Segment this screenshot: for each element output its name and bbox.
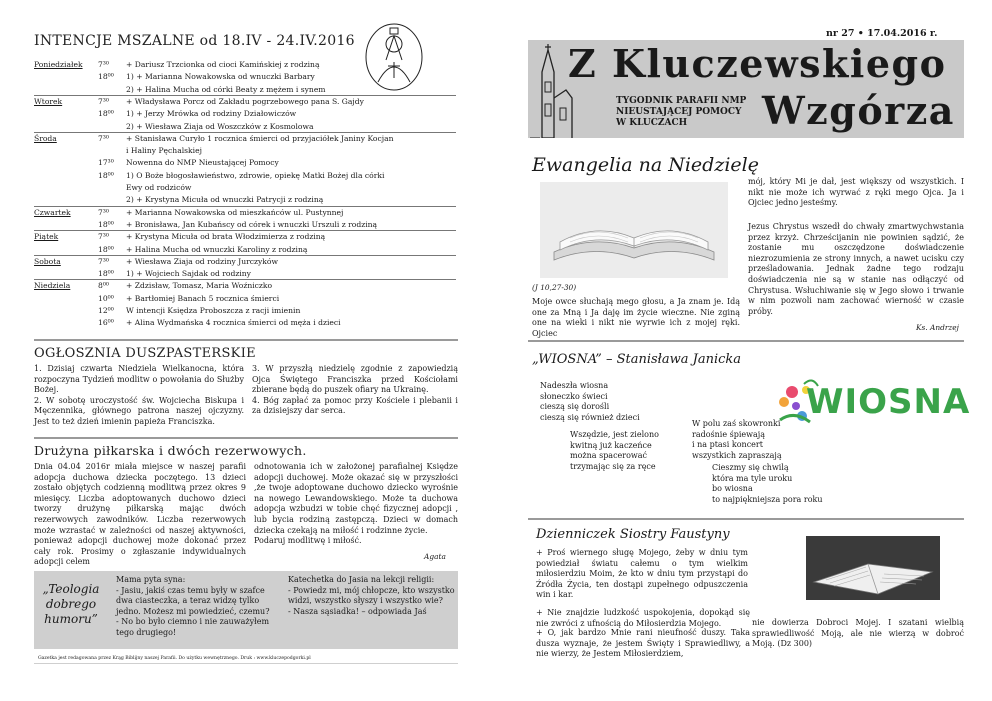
gospel-left-text: Moje owce słuchają mego głosu, a Ja znam je. Idą one za Mną i Ja daję im życie wieczne. Nie zginą one na wieki i nikt nie wyrwie ich z mojej ręki. Ojciec	[532, 297, 740, 338]
intention-time: 10⁰⁰	[98, 293, 114, 303]
poem-stanza2	[570, 430, 659, 472]
poem-stanza1	[540, 381, 640, 423]
poem-line: słoneczko świeci	[540, 391, 608, 401]
intention-time: 7³⁰	[98, 207, 109, 217]
intention-row	[34, 207, 454, 218]
intention-text: + Dariusz Trzcionka od cioci Kamińskiej z rodziną	[126, 60, 320, 69]
poem-stanza3	[692, 419, 782, 461]
intention-time: 7³⁰	[98, 133, 109, 143]
intention-day: Niedziela	[34, 281, 71, 291]
intention-time: 16⁰⁰	[98, 318, 114, 328]
bible-image	[540, 182, 728, 278]
masthead-line2: Wzgórza	[762, 88, 955, 133]
intention-day: Poniedziałek	[34, 60, 83, 69]
intention-row	[34, 157, 454, 168]
intention-text: 1) + Jerzy Mrówka od rodziny Działowiczów	[126, 109, 297, 119]
intention-row	[34, 71, 454, 82]
day-separator	[34, 255, 456, 256]
footer-rule	[34, 663, 458, 664]
humor-col1: Mama pyta syna: - Jasiu, jakiś czas temu były w szafce dwa ciasteczka, a teraz widzę tylko jedno. Możesz mi powiedzieć, czemu? - No bo było ciemno i nie zauważyłem tego drugiego!	[116, 575, 270, 637]
intention-text: 2) + Wiesława Ziaja od Woszczków z Kosmolowa	[126, 121, 314, 131]
diary-text1: + Proś wiernego sługę Mojego, żeby w dniu tym powiedział światu całemu o tym wielkim miłosierdziu Moim, że kto w dniu tym przystąpi do Źródła Życia, ten dostąpi zupełnego odpuszczenia win i kar.	[536, 548, 748, 600]
intention-time: 18⁰⁰	[98, 109, 114, 119]
poem-line: to najpiękniejsza pora roku	[712, 494, 823, 504]
intention-day: Wtorek	[34, 96, 63, 106]
diary-text2: + Nie znajdzie ludzkość uspokojenia, dopokąd się nie zwróci z ufnością do Miłosierdzia Mojego.	[536, 608, 750, 628]
intention-text: + Zdzisław, Tomasz, Maria Woźniczko	[126, 281, 273, 291]
intention-time: 18⁰⁰	[98, 72, 114, 82]
intention-text: 1) O Boże błogosławieństwo, zdrowie, opiekę Matki Bożej dla córki	[126, 170, 385, 180]
intention-row	[34, 96, 454, 107]
intention-row	[34, 305, 454, 316]
intentions-title: INTENCJE MSZALNE od 18.IV - 24.IV.2016	[34, 33, 355, 49]
day-separator	[34, 206, 456, 207]
intention-row	[34, 256, 454, 267]
announcements-title: OGŁOSZNIA DUSZPASTERSKIE	[34, 346, 256, 361]
intention-row	[34, 84, 454, 95]
poem-line: Cieszmy się chwilą	[712, 463, 789, 472]
issue-number: nr 27 • 17.04.2016 r.	[826, 28, 938, 39]
team-signature: Agata	[424, 552, 446, 561]
day-separator	[34, 132, 456, 133]
wiosna-logo-text: WIOSNA	[806, 382, 971, 422]
intention-text: + Halina Mucha od wnuczki Karoliny z rodziną	[126, 244, 308, 254]
poem-line: cieszą się dorośli	[540, 402, 610, 412]
poem-line: bo wiosna	[712, 484, 753, 494]
day-separator	[34, 279, 456, 280]
poem-line: i na ptasi koncert	[692, 440, 763, 450]
divider	[528, 518, 964, 520]
gospel-signature: Ks. Andrzej	[916, 323, 959, 332]
diary-image	[806, 536, 940, 600]
poem-line: która ma tyle uroku	[712, 473, 793, 483]
intention-text: i Haliny Pęchalskiej	[126, 146, 202, 156]
intention-time: 17³⁰	[98, 158, 114, 168]
masthead-sub2: NIEUSTAJĄCEJ POMOCY	[616, 107, 742, 117]
intention-row	[34, 170, 454, 181]
poem-line: radośnie śpiewają	[692, 429, 766, 439]
intention-row	[34, 317, 454, 328]
poem-line: trzymając się za ręce	[570, 461, 656, 471]
poem-line: Wszędzie, jest zielono	[570, 430, 659, 439]
intention-day: Środa	[34, 133, 57, 143]
masthead-line1: Z Kluczewskiego	[568, 41, 947, 86]
intention-row	[34, 121, 454, 132]
poem-line: można spacerować	[570, 451, 648, 461]
masthead-sub	[616, 96, 746, 129]
poem-title: „WIOSNA” – Stanisława Janicka	[532, 352, 742, 367]
intention-text: + Krystyna Micuła od brata Włodzimierza z rodziną	[126, 232, 326, 242]
intention-text: + Bartłomiej Banach 5 rocznica śmierci	[126, 293, 280, 303]
divider	[528, 340, 964, 342]
humor-label: „Teologia dobrego humoru”	[42, 582, 100, 626]
intention-day: Czwartek	[34, 207, 71, 217]
day-separator	[34, 95, 456, 96]
intention-row	[34, 244, 454, 255]
intention-row	[34, 219, 454, 230]
announcements-col1: 1. Dzisiaj czwarta Niedziela Wielkanocna, która rozpoczyna Tydzień modlitw o powołania do Służby Bożej. 2. W sobotę uroczystość św. Wojciecha Biskupa i Męczennika, głównego patrona naszej ojczyzny. Jest to też dzień imienin papieża Franciszka.	[34, 364, 244, 426]
team-col1: Dnia 04.04 2016r miała miejsce w naszej parafii adopcja duchowa dziecka poczętego. 13 dzieci zostało objętych codzienną modlitwą przez okres 9 miesięcy. Liczba adoptowanych duchowo dzieci tworzy drużynę piłkarską mając dwóch rezerwowych zawodników. Liczba rezerwowych może wzrastać w zależności od naszej aktywności, ponieważ adopcji duchowej może dokonać przez cały rok. Prosimy o zgłaszanie indywidualnych adopcji celem	[34, 462, 246, 567]
intention-row	[34, 293, 454, 304]
intention-row	[34, 268, 454, 279]
intention-text: + Stanisława Curyło 1 rocznica śmierci od przyjaciółek Janiny Kocjan	[126, 133, 394, 143]
intention-text: + Bronisława, Jan Kubańscy od córek i wnuczki Urszuli z rodziną	[126, 219, 378, 229]
intention-text: 2) + Krystyna Micuła od wnuczki Patrycji z rodziną	[126, 195, 324, 205]
intention-day: Sobota	[34, 256, 61, 266]
team-col2: odnotowania ich w założonej parafialnej Księdze adopcji duchowej. Może okazać się w przyszłości ,że twoje adoptowane duchowo dziecko wyrośnie na nowego Lewandowskiego. Może ta duchowa adopcja wzbudzi w tobie chęć fizycznej adopcji , lub bycia rodziną zastępczą. Dzieci w domach dziecka czekają na miłość i rodzinne życie. Podaruj modlitwę i miłość.	[254, 462, 458, 546]
intention-row	[34, 280, 454, 291]
divider	[34, 339, 458, 341]
diary-title: Dzienniczek Siostry Faustyny	[536, 527, 730, 542]
intention-row	[34, 145, 454, 156]
diary-text3: + O, jak bardzo Mnie rani nieufność duszy. Taka dusza wyznaje, że jestem Święty i Sprawiedliwy, a nie wierzy, że Jestem Miłosierdziem,	[536, 628, 750, 659]
intention-row	[34, 182, 454, 193]
diary-text4: nie dowierza Dobroci Mojej. I szatani wielbią sprawiedliwość Moją, ale nie wierzą w dobroć Moją. (Dz 300)	[752, 618, 964, 649]
intention-time: 12⁰⁰	[98, 306, 114, 315]
poem-line: Nadeszła wiosna	[540, 381, 609, 390]
gospel-ref: (J 10,27-30)	[532, 283, 577, 292]
intention-row	[34, 108, 454, 119]
intention-row	[34, 194, 454, 205]
footer: Gazetka jest redagowana przez Krąg Biblijny naszej Parafii. Do użytku wewnętrznego. Druk : www.kluczepodgorki.pl	[38, 656, 311, 661]
announcements-col2: 3. W przyszłą niedzielę zgodnie z zapowiedzią Ojca Świętego Franciszka przed Kościołami zbierane będą do puszek ofiary na Ukrainę. 4. Bóg zapłać za pomoc przy Kościele i plebanii i za dzisiejszy dar serca.	[252, 364, 458, 416]
intention-text: + Władysława Porcz od Zakładu pogrzebowego pana S. Gajdy	[126, 96, 364, 106]
intention-text: W intencji Księdza Proboszcza z racji imienin	[126, 306, 301, 315]
poem-line: wszystkich zapraszają	[692, 450, 782, 460]
day-separator	[34, 230, 456, 231]
divider	[34, 437, 458, 439]
intention-time: 7³⁰	[98, 96, 109, 106]
intention-time: 18⁰⁰	[98, 170, 114, 180]
intention-time: 7³⁰	[98, 232, 109, 242]
poem-stanza4	[712, 463, 823, 505]
intention-time: 18⁰⁰	[98, 269, 114, 279]
intention-day: Piątek	[34, 232, 59, 242]
intention-text: 1) + Wojciech Sajdak od rodziny	[126, 269, 251, 279]
masthead-sub3: W KLUCZACH	[616, 118, 688, 128]
intention-text: Ewy od rodziców	[126, 183, 192, 192]
poem-line: kwitną już kaczeńce	[570, 440, 652, 450]
intention-time: 7³⁰	[98, 256, 109, 266]
masthead-sub1: TYGODNIK PARAFII NMP	[616, 96, 747, 106]
intention-time: 18⁰⁰	[98, 244, 114, 254]
team-title: Drużyna piłkarska i dwóch rezerwowych.	[34, 443, 307, 458]
poem-line: cieszą się również dzieci	[540, 412, 640, 422]
gospel-right-text2: Jezus Chrystus wszedł do chwały zmartwychwstania przez krzyż. Chrześcijanin nie powinien sądzić, że zostanie mu oszczędzone doświadczenie niezrozumienia ze strony innych, a nawet ucisku czy prześladowania. Jednak żadne tego rodzaju doświadczenia nie są w stanie nas odłączyć od Chrystusa. Wsłuchiwanie się w Jego słowo i trwanie w nim pozwoli nam zachować wierność w czasie próby.	[748, 222, 964, 316]
intention-row	[34, 231, 454, 242]
poem-line: W polu zaś skowronki	[692, 419, 781, 428]
intention-text: 2) + Halina Mucha od córki Beaty z mężem i synem	[126, 84, 326, 94]
intention-text: + Alina Wydmańska 4 rocznica śmierci od męża i dzieci	[126, 318, 341, 328]
intention-row	[34, 133, 454, 144]
intention-time: 8⁰⁰	[98, 281, 109, 291]
intention-time: 18⁰⁰	[98, 219, 114, 229]
intention-text: + Wiesława Ziaja od rodziny Jurczyków	[126, 256, 278, 266]
intention-text: 1) + Marianna Nowakowska od wnuczki Barbary	[126, 72, 315, 82]
humor-col2: Katechetka do Jasia na lekcji religii: - Powiedz mi, mój chłopcze, kto wszystko widzi, wszystko słyszy i wszystko wie? - Nasza sąsiadka! – odpowiada Jaś	[288, 575, 455, 616]
intention-time: 7³⁰	[98, 60, 109, 69]
intention-row	[34, 59, 454, 70]
gospel-title: Ewangelia na Niedzielę	[532, 154, 759, 176]
intention-text: Nowenna do NMP Nieustającej Pomocy	[126, 158, 279, 168]
intention-text: + Marianna Nowakowska od mieszkańców ul. Pustynnej	[126, 207, 344, 217]
gospel-right-text1: mój, który Mi je dał, jest większy od wszystkich. I nikt nie może ich wyrwać z ręki mego Ojca. Ja i Ojciec jedno jesteśmy.	[748, 177, 964, 208]
